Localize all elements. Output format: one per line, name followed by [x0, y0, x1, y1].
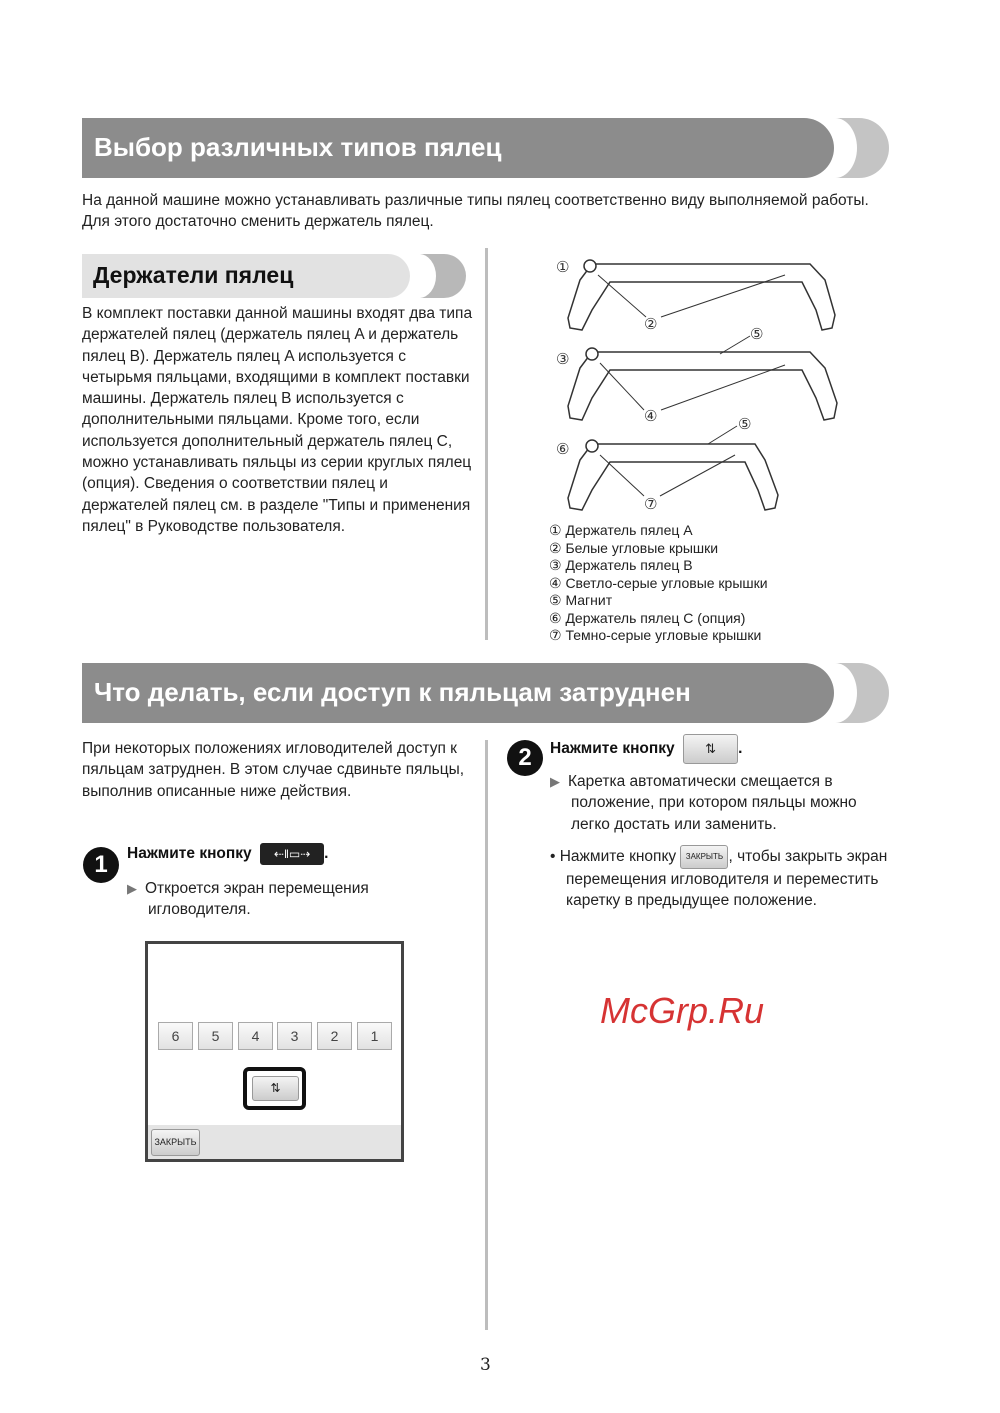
note-text: Нажмите кнопку — [559, 848, 677, 866]
carriage-move-button[interactable]: ⇅ — [252, 1076, 299, 1101]
legend-item: ⑦ Темно-серые угловые крышки — [549, 627, 762, 643]
section-title: Что делать, если доступ к пяльцам затруднен — [94, 677, 691, 707]
carriage-move-icon: ⇅ — [683, 734, 738, 764]
legend-item: ④ Светло-серые угловые крышки — [549, 574, 768, 591]
step-1-badge: 1 — [83, 847, 119, 883]
needle-move-screen — [145, 941, 404, 1162]
callout-7: ⑦ — [644, 495, 658, 513]
callout-2: ② — [644, 315, 658, 333]
holder-a-drawing — [568, 260, 835, 330]
screen-bottom-bar — [148, 1125, 401, 1159]
hoop-holders-diagram — [540, 250, 860, 516]
intro-paragraph: На данной машине можно устанавливать различные типы пялец соответственно виду выполняемой работы. Для этого достаточно сменить держатель пялец. — [82, 192, 869, 231]
holders-paragraph: В комплект поставки данной машины входят два типа держателей пялец (держатель пялец A и держатель пялец B). Держатель пялец A используется с четырьмя пяльцами, входящими в комплект поставки машины. Держатель пялец B используется с дополнительными пяльцами. Кроме того, если используется дополнительный держатель пялец C, можно устанавливать пяльцы из серии круглых пялец (опция). Сведения о соответствии пялец и держателей пялец см. в разделе "Типы и применения пялец" в Руководстве пользователя. — [82, 305, 473, 535]
column-divider — [485, 740, 488, 1330]
section-title: Выбор различных типов пялец — [94, 132, 502, 162]
close-button[interactable]: ЗАКРЫТЬ — [151, 1129, 200, 1156]
needle-4-button[interactable]: 4 — [238, 1022, 273, 1050]
legend-item: ⑤ Магнит — [549, 592, 613, 608]
callout-5b: ⑤ — [738, 415, 752, 433]
access-intro: При некоторых положениях игловодителей доступ к пяльцам затруднен. В этом случае сдвиньте пяльцы, выполнив описанные ниже действия. — [82, 740, 465, 800]
step-2-result-text: Каретка автоматически смещается в положение, при котором пяльцы можно легко достать или заменить. — [568, 773, 857, 833]
needle-1-button[interactable]: 1 — [357, 1022, 392, 1050]
legend-item: ③ Держатель пялец B — [549, 557, 693, 573]
close-button-icon: ЗАКРЫТЬ — [680, 845, 728, 869]
column-divider — [485, 248, 488, 640]
header-decoration — [835, 118, 889, 178]
callout-4: ④ — [644, 407, 658, 425]
legend-item: ⑥ Держатель пялец C (опция) — [549, 609, 746, 626]
page-number: 3 — [480, 1355, 491, 1375]
needle-2-button[interactable]: 2 — [317, 1022, 352, 1050]
callout-5: ⑤ — [750, 325, 764, 343]
subsection-header-holders — [82, 254, 410, 298]
step-2-note: • Нажмите кнопку ЗАКРЫТЬ , чтобы закрыть экран перемещения игловодителя и переместить каретку в предыдущее положение. — [550, 845, 890, 912]
step-label: Нажмите кнопку — [127, 845, 252, 863]
needle-6-button[interactable]: 6 — [158, 1022, 193, 1050]
subsection-title: Держатели пялец — [93, 262, 294, 288]
subheader-decoration — [420, 254, 466, 298]
step-label: Нажмите кнопку — [550, 740, 675, 758]
callout-3: ③ — [556, 350, 570, 368]
step-1-result-text: Откроется экран перемещения игловодителя. — [145, 880, 369, 919]
step-1-instruction: Нажмите кнопку ⇠ǁ▭⇢ . — [127, 843, 328, 865]
section-header-hoop-types — [82, 118, 834, 178]
section-header-access — [82, 663, 834, 723]
needle-5-button[interactable]: 5 — [198, 1022, 233, 1050]
note-text: , чтобы закрыть экран перемещения игловодителя и переместить каретку в предыдущее положение. — [566, 848, 888, 910]
watermark: McGrp.Ru — [600, 990, 765, 1031]
legend-item: ② Белые угловые крышки — [549, 539, 719, 556]
diagram-legend — [549, 522, 768, 645]
carriage-move-button-highlight — [243, 1067, 306, 1110]
callout-6: ⑥ — [556, 440, 570, 458]
needle-3-button[interactable]: 3 — [277, 1022, 312, 1050]
step-1-result: ▶ Откроется экран перемещения игловодителя. — [127, 880, 369, 919]
step-2-badge: 2 — [507, 740, 543, 776]
holder-c-drawing — [568, 440, 778, 510]
needle-bar-move-icon: ⇠ǁ▭⇢ — [260, 843, 324, 865]
header-decoration — [835, 663, 889, 723]
legend-item: ① Держатель пялец A — [549, 522, 693, 538]
holder-b-drawing — [568, 348, 837, 420]
callout-1: ① — [556, 258, 570, 276]
step-2-result: ▶ Каретка автоматически смещается в положение, при котором пяльцы можно легко достать или заменить. — [550, 773, 857, 833]
step-2-instruction: Нажмите кнопку ⇅ . — [550, 734, 742, 764]
